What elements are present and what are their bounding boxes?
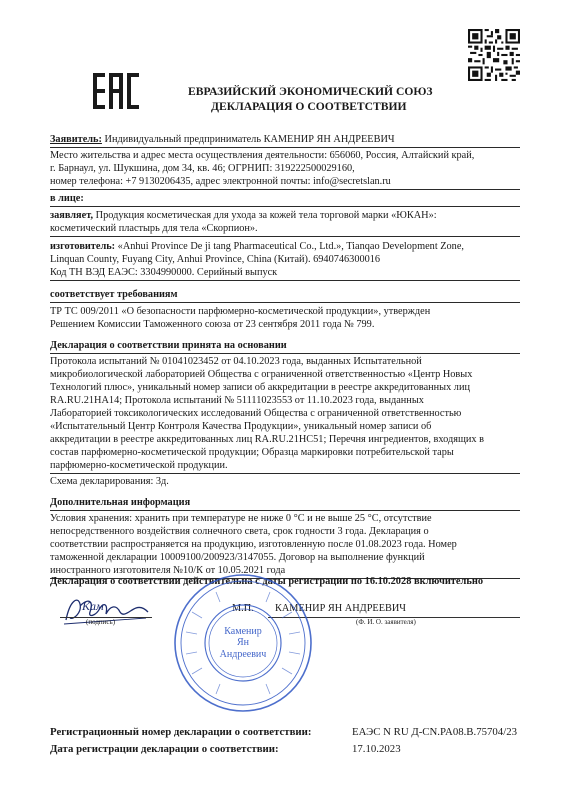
registration-number: ЕАЭС N RU Д-CN.PA08.B.75704/23: [352, 726, 517, 738]
manufacturer-hs-code: Код ТН ВЭД ЕАЭС: 3304990000. Серийный выпуск: [50, 267, 278, 278]
manufacturer-label: изготовитель:: [50, 241, 116, 252]
basis-line-2: микробиологической лабораторией Общества с ограниченной ответственностью «Центр Новых: [50, 369, 473, 380]
divider: [50, 302, 520, 303]
additional-line-4: таможенной декларации 10009100/200923/3147055. Договор на выполнение функций: [50, 552, 425, 563]
divider: [50, 206, 520, 207]
applicant-contacts: номер телефона: +7 9130206435, адрес электронной почты: info@secretslan.ru: [50, 176, 391, 187]
divider: [50, 473, 520, 474]
product-description: Продукция косметическая для ухода за кожей тела торговой марки «ЮКАН»:: [95, 210, 437, 221]
header-title-union: ЕВРАЗИЙСКИЙ ЭКОНОМИЧЕСКИЙ СОЮЗ: [188, 85, 433, 98]
basis-label: Декларация о соответствии принята на основании: [50, 340, 287, 351]
additional-line-3: соответствии распространяется на продукцию, изготовленную после 01.08.2023 года. Номер: [50, 539, 457, 550]
qr-code: [468, 29, 520, 81]
requirements-line-2: Решением Комиссии Таможенного союза от 23 сентября 2011 года № 799.: [50, 319, 375, 330]
basis-line-4: RA.RU.21HA14; Протокола испытаний № 51111023553 от 11.10.2023 года, выданных: [50, 395, 424, 406]
product-line-1: [50, 210, 437, 223]
applicant-label: Заявитель:: [50, 134, 102, 145]
applicant-address-2: г. Барнаул, ул. Шукшина, дом 34, кв. 46; ОГРНИП: 319222500029160,: [50, 163, 355, 174]
official-stamp: [172, 572, 314, 714]
manufacturer-line-1: [50, 241, 464, 254]
additional-line-1: Условия хранения: хранить при температуре не ниже 0 °С и не выше 25 °С, отсутствие: [50, 513, 432, 524]
handwriting-text: Кам: [82, 599, 104, 613]
divider: [50, 510, 520, 511]
requirements-line-1: ТР ТС 009/2011 «О безопасности парфюмерно-косметической продукции», утвержден: [50, 306, 431, 317]
applicant-name: Индивидуальный предприниматель КАМЕНИР ЯН АНДРЕЕВИЧ: [104, 134, 395, 145]
additional-info-label: Дополнительная информация: [50, 497, 191, 508]
name-caption: (Ф. И. О. заявителя): [356, 618, 416, 626]
manufacturer-line-2: Linquan County, Fuyang City, Anhui Province, China (Китай). 6940746300016: [50, 254, 381, 265]
divider: [50, 280, 520, 281]
additional-line-2: непосредственного воздействия солнечного света, срок годности 3 года. Декларация о: [50, 526, 429, 537]
basis-line-1: Протокола испытаний № 01041023452 от 04.10.2023 года, выданных Испытательной: [50, 356, 422, 367]
eac-logo: [93, 73, 139, 109]
applicant-line: [50, 134, 395, 147]
stamp-line-3: Андреевич: [219, 649, 267, 660]
divider: [50, 189, 520, 190]
basis-line-9: парфюмерно-косметической продукции.: [50, 460, 228, 471]
applicant-address-1: Место жительства и адрес места осуществления деятельности: 656060, Россия, Алтайский край,: [50, 150, 475, 161]
stamp-line-2: Ян: [236, 637, 250, 648]
declaration-scheme: Схема декларирования: 3д.: [50, 476, 169, 487]
applicant-signature-name: КАМЕНИР ЯН АНДРЕЕВИЧ: [275, 603, 406, 614]
basis-line-6: «Испытательный Центр Контроля Качества Продукции», уникальный номер записи об: [50, 421, 432, 432]
stamp-place-label: М.П.: [232, 603, 254, 614]
additional-line-5: иностранного изготовителя №10/К от 10.05.2021 года: [50, 565, 286, 576]
basis-line-8: состав парфюмерно-косметической продукции; Образца маркировки потребительской тары: [50, 447, 454, 458]
requirements-label: соответствует требованиям: [50, 289, 178, 300]
product-label: заявляет,: [50, 210, 94, 221]
basis-line-3: Технологий плюс», уникальный номер записи об аккредитации в реестре аккредитованных лиц: [50, 382, 470, 393]
registration-date-label: Дата регистрации декларации о соответствии:: [50, 743, 279, 755]
header-title-declaration: ДЕКЛАРАЦИЯ О СООТВЕТСТВИИ: [211, 100, 407, 113]
basis-line-7: аккредитации в реестре аккредитованных лиц RA.RU.21HC51; Перечня ингредиентов, входящих в: [50, 434, 484, 445]
validity-statement: Декларация о соответствии действительна с даты регистрации по 16.10.2028 включительно: [50, 576, 484, 587]
applicant-person-label: в лице:: [50, 193, 84, 204]
divider: [50, 236, 520, 237]
product-line-2: косметический пластырь для тела «Скорпион».: [50, 223, 258, 234]
divider: [50, 353, 520, 354]
stamp-line-1: Каменир: [224, 626, 262, 637]
registration-number-label: Регистрационный номер декларации о соответствии:: [50, 726, 312, 738]
signature-caption: (подпись): [86, 618, 116, 626]
registration-date: 17.10.2023: [352, 743, 401, 755]
divider: [50, 147, 520, 148]
basis-line-5: Лабораторией токсикологических исследований Общества с ограниченной ответственностью: [50, 408, 462, 419]
manufacturer-name: «Anhui Province De ji tang Pharmaceutical Co., Ltd.», Tianqao Development Zone,: [117, 241, 464, 252]
